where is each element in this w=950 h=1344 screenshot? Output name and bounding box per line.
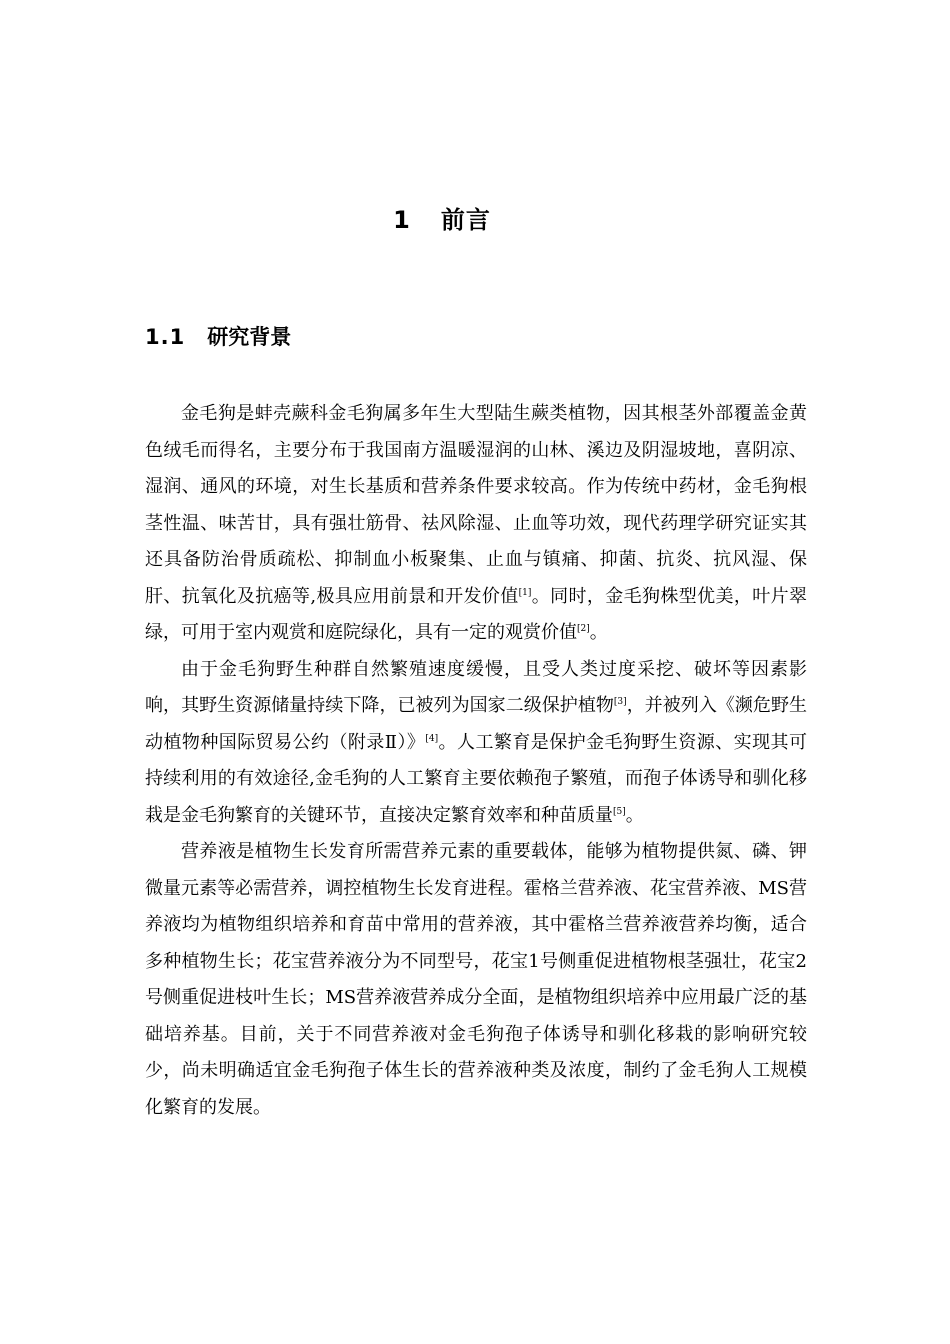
section-heading: [145, 320, 291, 354]
paragraph-text: 。同时，金毛狗株型优美，叶片翠绿，可用于室内观赏和庭院绿化，具有一定的观赏价值: [145, 585, 807, 643]
paragraph-text: 由于金毛狗野生种群自然繁殖速度缓慢，且受人类过度采挖、破坏等因素影响，其野生资源储量持续下降，已被列为国家二级保护植物: [145, 658, 807, 716]
paragraph-text: 营养液是植物生长发育所需营养元素的重要载体，能够为植物提供氮、磷、钾微量元素等必需营养，调控植物生长发育进程。霍格兰营养液、花宝营养液、MS营养液均为植物组织培养和育苗中常用的营养液，其中霍格兰营养液营养均衡，适合多种植物生长；花宝营养液分为不同型号，花宝1号侧重促进植物根茎强壮，花宝2号侧重促进枝叶生长；MS营养液营养成分全面，是植物组织培养中应用最广泛的基础培养基。目前，关于不同营养液对金毛狗孢子体诱导和驯化移栽的影响研究较少，尚未明确适宜金毛狗孢子体生长的营养液种类及浓度，制约了金毛狗人工规模化繁育的发展。: [145, 841, 807, 1118]
paragraph-text: 金毛狗是蚌壳蕨科金毛狗属多年生大型陆生蕨类植物，因其根茎外部覆盖金黄色绒毛而得名，主要分布于我国南方温暖湿润的山林、溪边及阴湿坡地，喜阴凉、湿润、通风的环境，对生长基质和营养条件要求较高。作为传统中药材，金毛狗根茎性温、味苦甘，具有强壮筋骨、祛风除湿、止血等功效，现代药理学研究证实其还具备防治骨质疏松、抑制血小板聚集、止血与镇痛、抑菌、抗炎、抗风湿、保肝、抗氧化及抗癌等,极具应用前景和开发价值: [145, 403, 807, 607]
paragraph: [145, 396, 807, 652]
chapter-title: 前言: [440, 206, 491, 234]
section-number: 1.1: [145, 325, 186, 349]
chapter-heading: [0, 200, 884, 240]
section-title: 研究背景: [207, 325, 292, 349]
citation: [4]: [425, 733, 439, 744]
paragraph-text: 。人工繁育是保护金毛狗野生资源、实现其可持续利用的有效途径,金毛狗的人工繁育主要依赖孢子繁殖，而孢子体诱导和驯化移栽是金毛狗繁育的关键环节，直接决定繁育效率和种苗质量: [145, 731, 808, 826]
paragraph: [145, 834, 807, 1126]
citation: [1]: [518, 587, 532, 598]
body-text: [145, 396, 807, 1126]
paragraph-text: 。: [589, 622, 608, 643]
citation: [2]: [577, 624, 590, 634]
paragraph-text: 。: [625, 804, 644, 826]
citation: [3]: [613, 697, 627, 707]
paragraph-text: ，并被列入《濒危野生动植物种国际贸易公约（附录Ⅱ）》: [145, 695, 808, 753]
paragraph: [145, 652, 807, 835]
chapter-number: 1: [393, 206, 411, 234]
citation: [5]: [613, 806, 626, 817]
